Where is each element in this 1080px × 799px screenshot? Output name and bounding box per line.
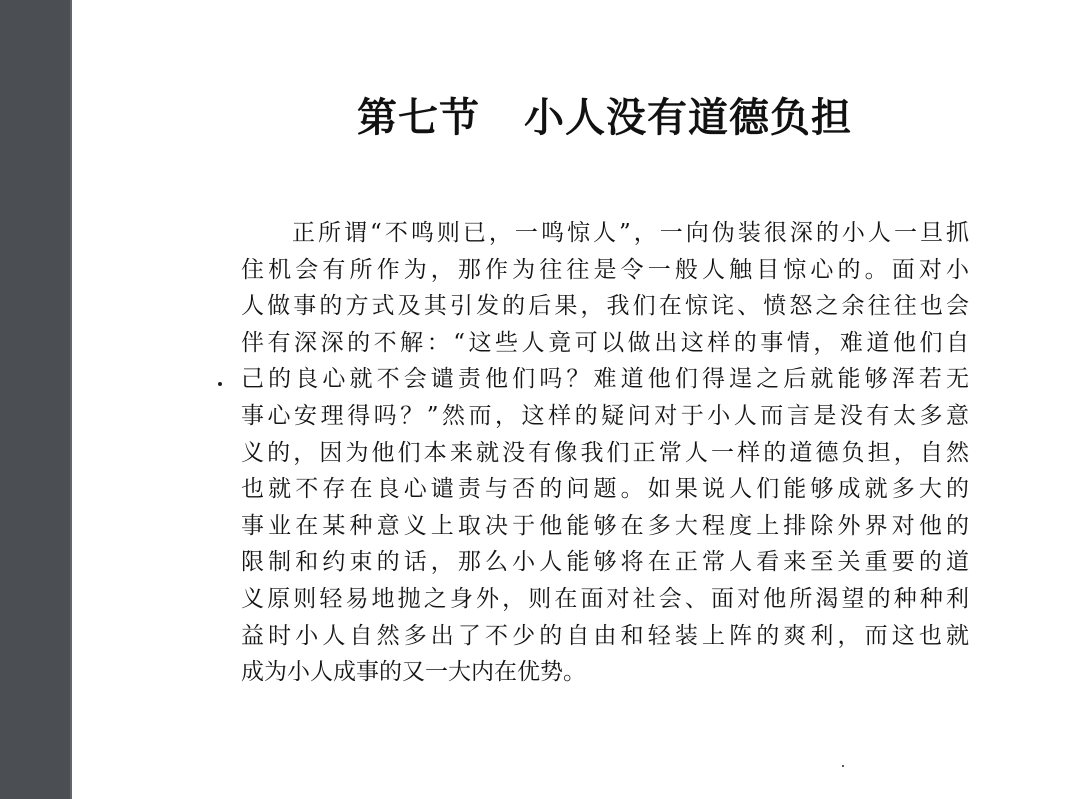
text-line: 义的，因为他们本来就没有像我们正常人一样的道德负担，自然 <box>241 439 969 466</box>
text-line: 住机会有所作为，那作为往往是令一般人触目惊心的。面对小 <box>241 256 969 283</box>
section-heading: 小人没有道德负担 <box>524 94 852 141</box>
text-line: 伴有深深的不解：“这些人竟可以做出这样的事情，难道他们自 <box>241 329 969 356</box>
text-line: 正所谓“不鸣则已，一鸣惊人”，一向伪装很深的小人一旦抓 <box>292 220 969 246</box>
text-line: 限制和约束的话，那么小人能够将在正常人看来至关重要的道 <box>241 549 969 576</box>
text-line: 也就不存在良心谴责与否的问题。如果说人们能够成就多大的 <box>241 476 969 503</box>
text-line: 事心安理得吗？”然而，这样的疑问对于小人而言是没有太多意 <box>241 402 969 429</box>
text-line: 益时小人自然多出了不少的自由和轻装上阵的爽利，而这也就 <box>241 622 969 649</box>
text-line: 事业在某种意义上取决于他能够在多大程度上排除外界对他的 <box>241 512 969 539</box>
section-number: 第七节 <box>357 94 480 141</box>
viewer-side-panel <box>0 0 70 799</box>
text-line: 己的良心就不会谴责他们吗？难道他们得逞之后就能够浑若无 <box>241 366 969 393</box>
scan-speck <box>218 382 222 386</box>
text-line: 人做事的方式及其引发的后果，我们在惊诧、愤怒之余往往也会 <box>241 293 969 320</box>
body-paragraph <box>241 215 969 691</box>
text-line: 成为小人成事的又一大内在优势。 <box>241 659 586 686</box>
scan-speck <box>842 765 844 767</box>
text-line: 义原则轻易地抛之身外，则在面对社会、面对他所渴望的种种利 <box>241 585 969 612</box>
section-title <box>357 93 852 143</box>
